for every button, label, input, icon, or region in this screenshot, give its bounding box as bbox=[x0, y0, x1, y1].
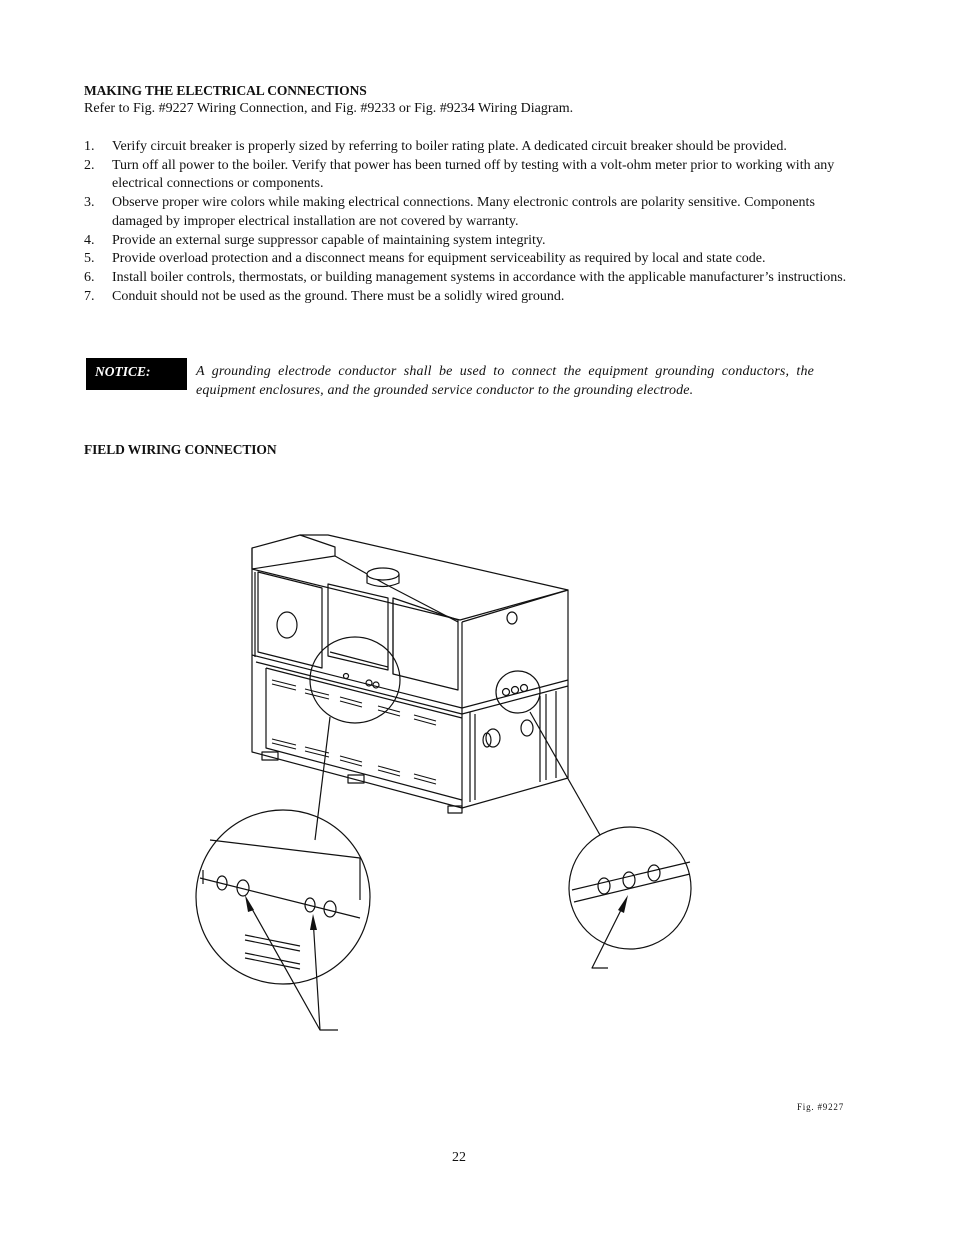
list-item: 2. Turn off all power to the boiler. Verify that power has been turned off by testing with a volt-ohm meter prior to working with any electrical connections or components. bbox=[84, 157, 835, 192]
section-heading-field-wiring: FIELD WIRING CONNECTION bbox=[84, 442, 277, 457]
notice-label: NOTICE: bbox=[86, 358, 187, 390]
section-heading-electrical: MAKING THE ELECTRICAL CONNECTIONS bbox=[84, 83, 367, 98]
intro-paragraph: Refer to Fig. #9227 Wiring Connection, and Fig. #9233 or Fig. #9234 Wiring Diagram. bbox=[84, 101, 574, 116]
list-item: 6. Install boiler controls, thermostats, or building management systems in accordance with the applicable manufacturer’s instructions. bbox=[84, 269, 847, 285]
list-item: 4. Provide an external surge suppressor capable of maintaining system integrity. bbox=[84, 232, 546, 248]
figure-caption: Fig. #9227 bbox=[797, 1102, 845, 1112]
page-number: 22 bbox=[452, 1150, 466, 1165]
steps-list bbox=[84, 138, 854, 306]
list-item: 3. Observe proper wire colors while making electrical connections. Many electronic controls are polarity sensitive. Components damaged by improper electrical installation are not covered by warranty. bbox=[84, 195, 815, 229]
list-item: 1. Verify circuit breaker is properly sized by referring to boiler rating plate. A dedicated circuit breaker should be provided. bbox=[84, 139, 787, 154]
notice-text: A grounding electrode conductor shall be used to connect the equipment grounding conductors, the equipment enclosures, and the grounded service conductor to the grounding electrode. bbox=[196, 364, 814, 398]
list-item: 7. Conduit should not be used as the ground. There must be a solidly wired ground. bbox=[84, 288, 565, 304]
boiler-wiring-illustration bbox=[180, 520, 720, 1040]
list-item: 5. Provide overload protection and a disconnect means for equipment serviceability as required by local and state code. bbox=[84, 251, 766, 267]
